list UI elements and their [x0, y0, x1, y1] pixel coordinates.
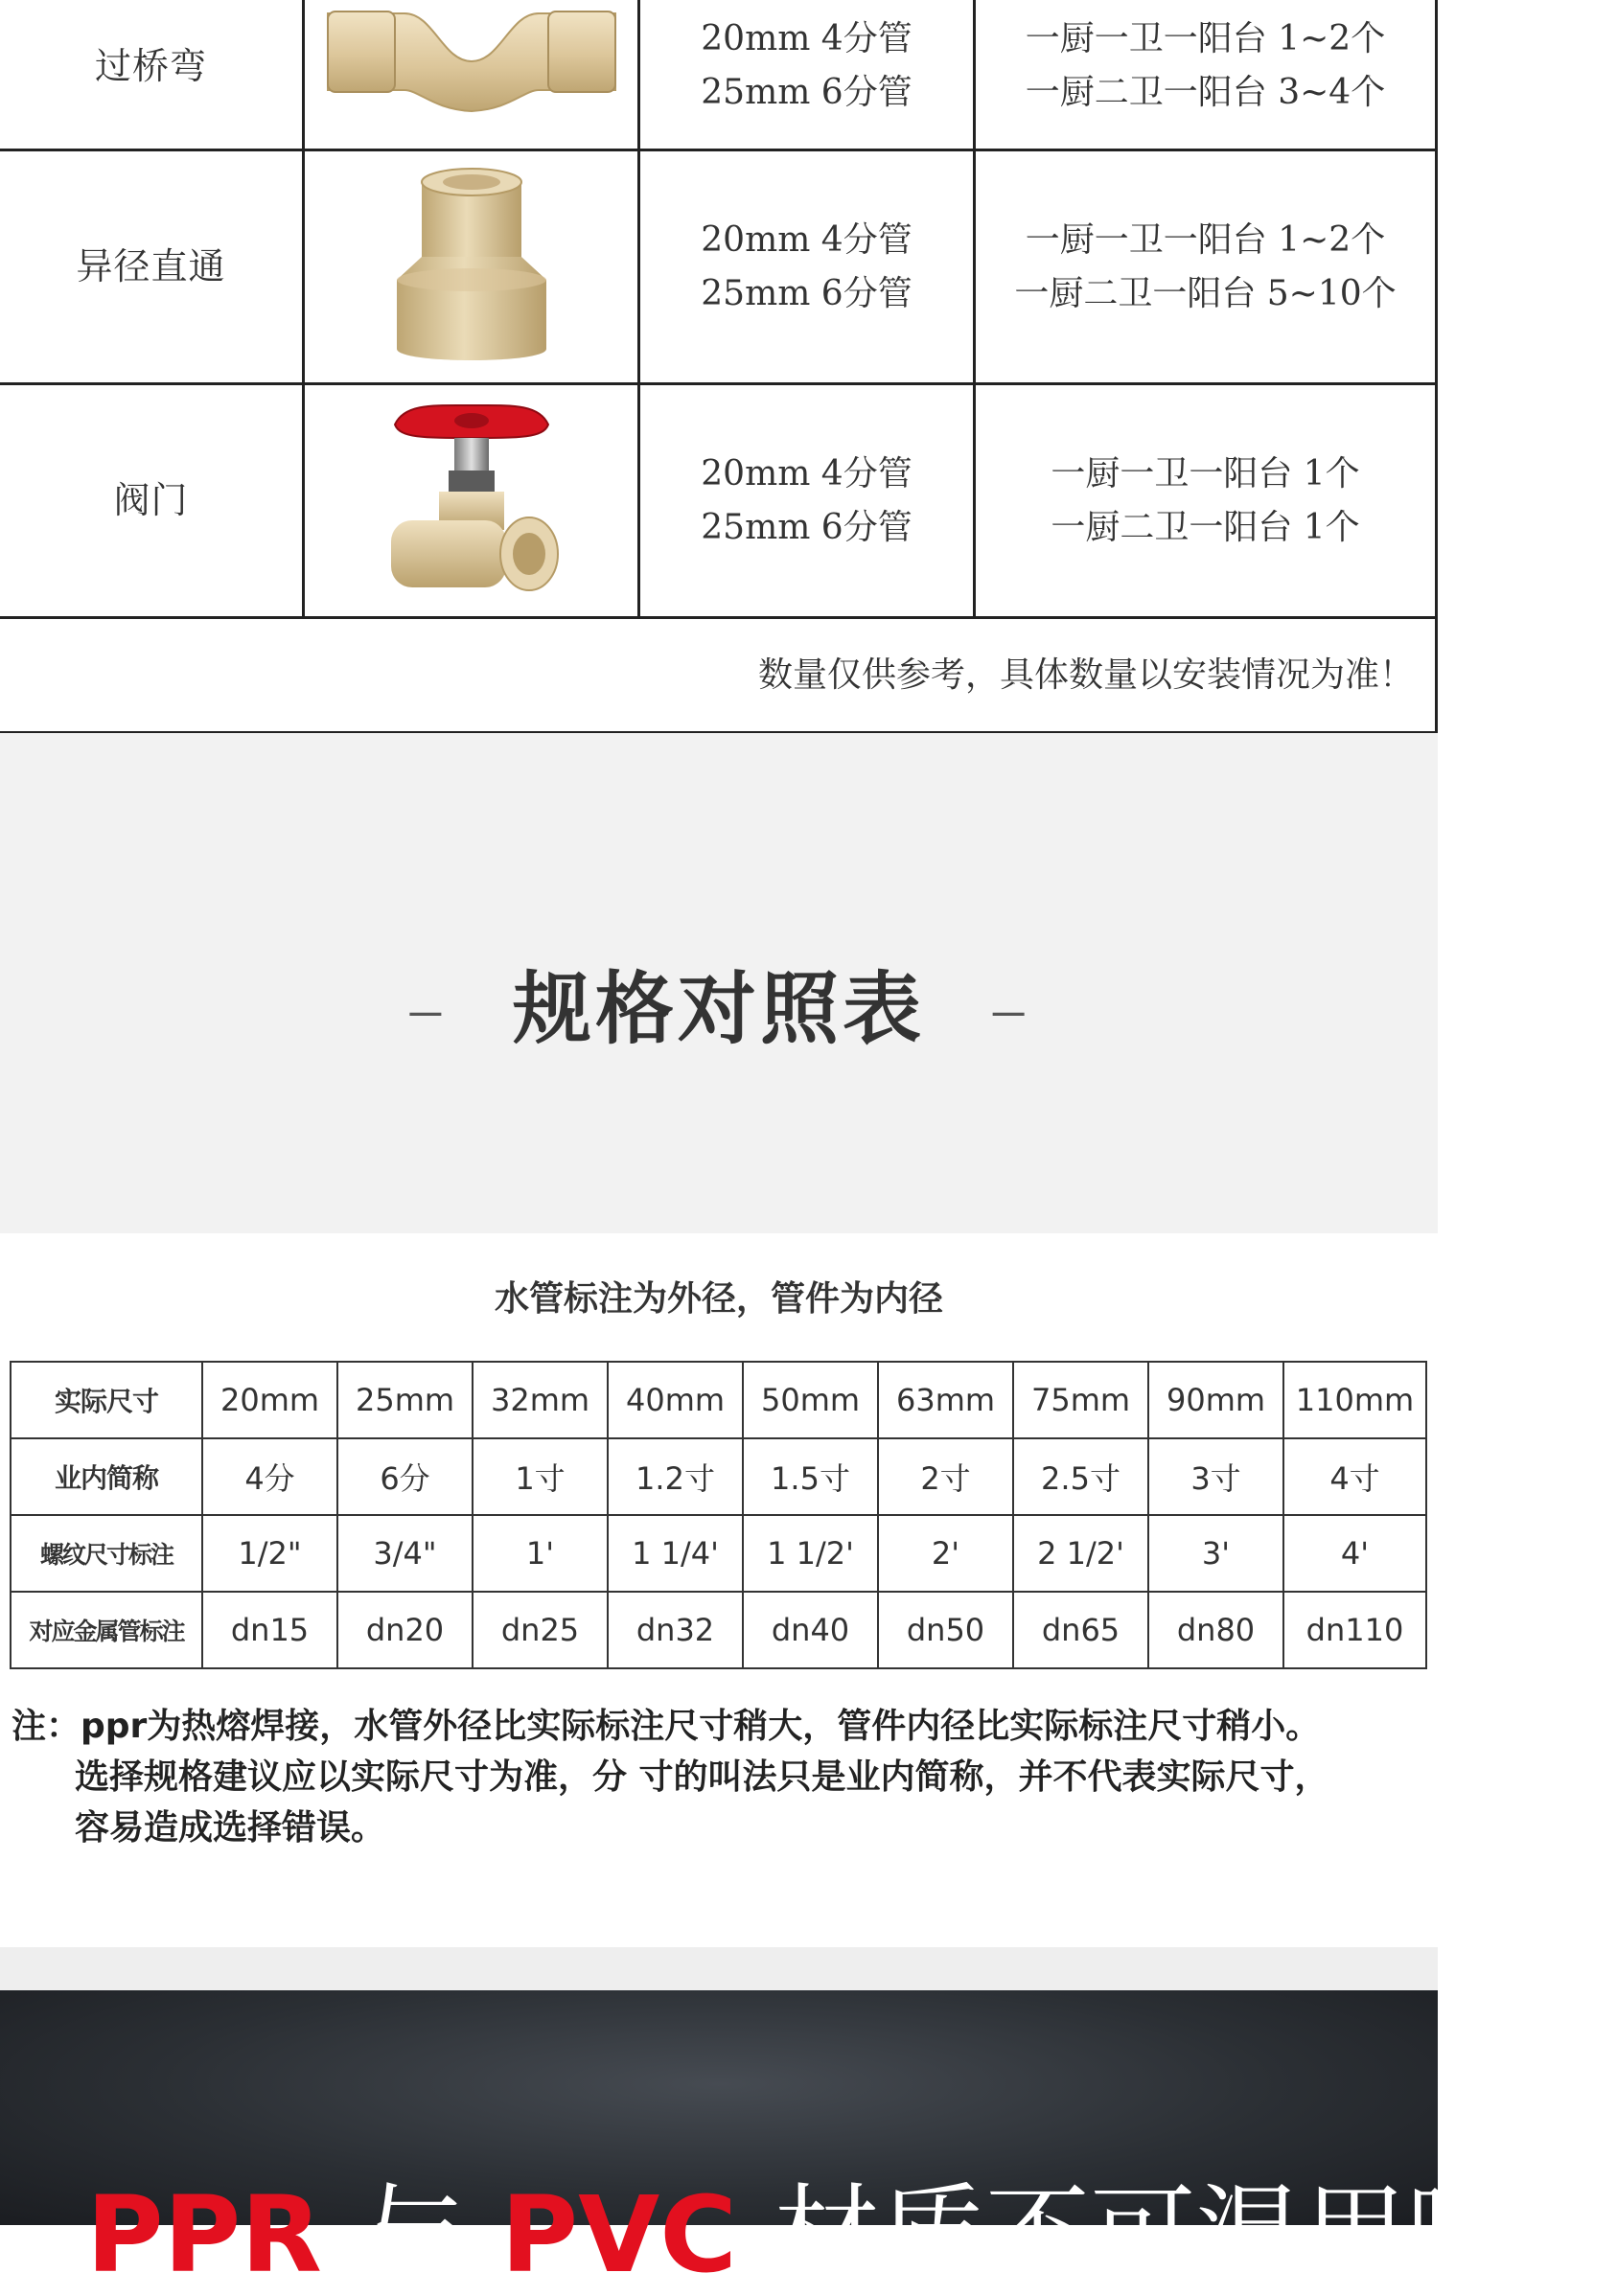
spec-cell: 1寸 [473, 1438, 608, 1515]
spec-heading [0, 963, 1438, 1057]
fitting-row [0, 0, 1437, 150]
spec-row-label: 业内简称 [11, 1438, 202, 1515]
spec-cell: 3/4" [337, 1515, 473, 1592]
size-line: 20mm 4分管 [701, 453, 912, 494]
spec-cell: 3' [1148, 1515, 1283, 1592]
banner-warning-text: 材质不可混用哦！ [774, 2173, 1617, 2296]
spec-cell: 1.2寸 [608, 1438, 743, 1515]
quantity-line: 一厨一卫一阳台 1~2个 [1025, 219, 1386, 260]
spec-row [11, 1515, 1426, 1592]
spec-cell: 2.5寸 [1013, 1438, 1148, 1515]
fitting-quantities [975, 150, 1437, 384]
fitting-quantities [975, 0, 1437, 150]
spec-heading-title: 规格对照表 [512, 964, 925, 1055]
spec-row-label: 螺纹尺寸标注 [11, 1515, 202, 1592]
quantity-disclaimer: 数量仅供参考，具体数量以安装情况为准！ [0, 618, 1437, 733]
section-separator [0, 1947, 1438, 1990]
valve-image [376, 396, 567, 607]
spec-heading-band [0, 733, 1438, 1233]
size-line: 25mm 6分管 [701, 73, 912, 112]
quantity-line: 一厨二卫一阳台 5~10个 [1014, 273, 1397, 313]
spec-note-line: 注：ppr为热熔焊接，水管外径比实际标注尺寸稍大，管件内径比实际标注尺寸稍小。 [12, 1707, 1321, 1746]
fitting-row [0, 150, 1437, 384]
spec-cell: 2寸 [878, 1438, 1013, 1515]
spec-section [0, 1233, 1438, 1947]
fitting-name: 阀门 [0, 384, 304, 618]
spec-subtitle: 水管标注为外径，管件为内径 [494, 1279, 943, 1319]
spec-cell: 1' [473, 1515, 608, 1592]
spec-row-label: 实际尺寸 [11, 1362, 202, 1438]
heading-dash-right: – [988, 964, 1032, 1055]
spec-cell: dn50 [878, 1592, 1013, 1668]
spec-cell: 63mm [878, 1362, 1013, 1438]
spec-cell: 4分 [202, 1438, 337, 1515]
fitting-name: 过桥弯 [0, 0, 304, 150]
spec-cell: 4' [1283, 1515, 1426, 1592]
fitting-name: 异径直通 [0, 150, 304, 384]
reducing-coupling-image [376, 167, 567, 368]
spec-cell: 20mm [202, 1362, 337, 1438]
quantity-line: 一厨一卫一阳台 1~2个 [1025, 19, 1386, 59]
banner-pvc: PVC [500, 2173, 738, 2296]
spec-notes [12, 1701, 1430, 1853]
spec-cell: 1 1/2' [743, 1515, 878, 1592]
spec-cell: 6分 [337, 1438, 473, 1515]
spec-cell: dn110 [1283, 1592, 1426, 1668]
spec-cell: 75mm [1013, 1362, 1148, 1438]
banner-ppr: PPR [86, 2173, 322, 2296]
spec-cell: dn20 [337, 1592, 473, 1668]
spec-cell: 1 1/4' [608, 1515, 743, 1592]
spec-cell: dn32 [608, 1592, 743, 1668]
fitting-image-cell [304, 150, 639, 384]
spec-cell: 40mm [608, 1362, 743, 1438]
spec-cell: dn65 [1013, 1592, 1148, 1668]
banner-conjunction: 与 [358, 2173, 465, 2296]
fitting-row [0, 384, 1437, 618]
spec-cell: 1.5寸 [743, 1438, 878, 1515]
size-line: 20mm 4分管 [701, 19, 912, 59]
size-line: 25mm 6分管 [701, 507, 912, 547]
spec-row-label: 对应金属管标注 [11, 1592, 202, 1668]
banner-heading [86, 2173, 1617, 2296]
spec-cell: 110mm [1283, 1362, 1426, 1438]
spec-cell: 1/2" [202, 1515, 337, 1592]
spec-table [10, 1361, 1427, 1669]
size-line: 25mm 6分管 [701, 273, 912, 313]
spec-row [11, 1362, 1426, 1438]
spec-cell: dn25 [473, 1592, 608, 1668]
spec-cell: 90mm [1148, 1362, 1283, 1438]
bridge-bend-image [318, 4, 625, 128]
spec-cell: 25mm [337, 1362, 473, 1438]
spec-row [11, 1438, 1426, 1515]
quantity-line: 一厨一卫一阳台 1个 [1051, 453, 1360, 494]
spec-cell: dn40 [743, 1592, 878, 1668]
fitting-quantities [975, 384, 1437, 618]
spec-cell: 32mm [473, 1362, 608, 1438]
quantity-line: 一厨二卫一阳台 1个 [1051, 507, 1360, 547]
fitting-sizes [639, 384, 975, 618]
spec-cell: 50mm [743, 1362, 878, 1438]
material-warning-banner [0, 1990, 1617, 2296]
spec-cell: dn80 [1148, 1592, 1283, 1668]
spec-note-line: 选择规格建议应以实际尺寸为准，分 寸的叫法只是业内简称，并不代表实际尺寸， [75, 1757, 1329, 1797]
fitting-image-cell [304, 0, 639, 150]
quantity-line: 一厨二卫一阳台 3~4个 [1025, 73, 1386, 112]
spec-note-line: 容易造成选择错误。 [75, 1808, 386, 1848]
heading-dash-left: – [405, 964, 450, 1055]
spec-row [11, 1592, 1426, 1668]
fittings-section [0, 0, 1438, 733]
spec-cell: 4寸 [1283, 1438, 1426, 1515]
fitting-sizes [639, 0, 975, 150]
fitting-image-cell [304, 384, 639, 618]
fittings-note-row [0, 618, 1437, 733]
spec-cell: dn15 [202, 1592, 337, 1668]
spec-cell: 3寸 [1148, 1438, 1283, 1515]
fittings-table [0, 0, 1438, 734]
fitting-sizes [639, 150, 975, 384]
spec-cell: 2' [878, 1515, 1013, 1592]
size-line: 20mm 4分管 [701, 219, 912, 260]
spec-cell: 2 1/2' [1013, 1515, 1148, 1592]
